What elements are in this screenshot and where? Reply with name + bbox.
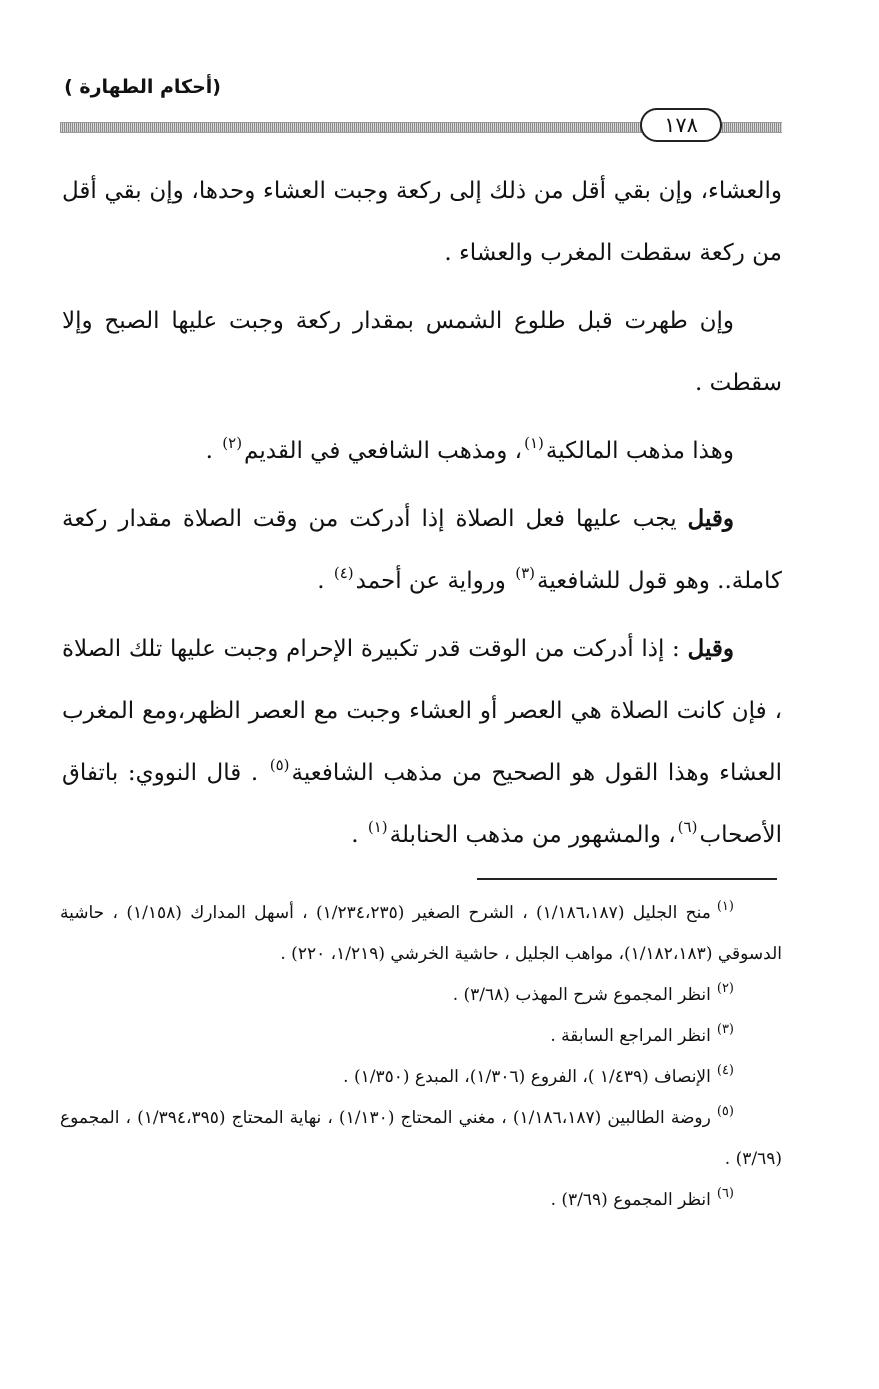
running-header-title: (أحكام الطهارة ) (64, 76, 221, 98)
main-text (62, 160, 782, 872)
footnote-ref-1[interactable]: (١) (524, 434, 544, 452)
footnote-6 (60, 1180, 782, 1221)
footnote-text-2: انظر المجموع شرح المهذب (٣/٦٨) . (452, 985, 711, 1005)
paragraph-1: والعشاء، وإن بقي أقل من ذلك إلى ركعة وجبت العشاء وحدها، وإن بقي أقل من ركعة سقطت المغرب والعشاء . (62, 178, 782, 266)
paragraph-3-text-b: ، ومذهب الشافعي في القديم (244, 438, 523, 464)
paragraph-5-text-a: : إذا أدركت من الوقت قدر تكبيرة الإحرام وجبت عليها تلك الصلاة ، فإن كانت الصلاة هي العصر أو العشاء وجبت مع العصر الظهر،ومع المغرب العشاء وهذا القول هو الصحيح من مذهب الشافعية (62, 636, 782, 786)
paragraph-5 (62, 618, 782, 866)
paragraph-5-text-c: ، والمشهور من مذهب الحنابلة (389, 822, 676, 848)
footnote-ref-2[interactable]: (٢) (222, 434, 243, 452)
footnote-number-5: (٥) (716, 1104, 734, 1119)
footnote-text-5: روضة الطالبين (١/١٨٦،١٨٧) ، مغني المحتاج (١/١٣٠) ، نهاية المحتاج (١/٣٩٤،٣٩٥) ، المجموع (٣/٦٩) . (60, 1108, 782, 1169)
footnote-text-4: الإنصاف (١/٤٣٩ )، الفروع (١/٣٠٦)، المبدع (١/٣٥٠) . (343, 1067, 711, 1087)
paragraph-4-text-b: ورواية عن أحمد (355, 568, 514, 594)
paragraph-3-text-c: . (205, 438, 213, 464)
footnote-ref-5[interactable]: (٥) (269, 756, 290, 774)
footnote-4 (60, 1057, 782, 1098)
paragraph-5-text-d: . (351, 822, 366, 848)
footnote-number-3: (٣) (716, 1022, 734, 1037)
footnote-ref-6[interactable]: (٦) (677, 818, 698, 836)
footnote-number-6: (٦) (716, 1186, 734, 1201)
footnote-ref-next-1[interactable]: (١) (367, 818, 388, 836)
footnote-number-4: (٤) (716, 1063, 734, 1078)
footnote-1 (60, 893, 782, 975)
paragraph-5-text-b: . قال النووي: باتفاق الأصحاب (62, 760, 782, 848)
footnote-text-6: انظر المجموع (٣/٦٩) . (550, 1190, 711, 1210)
footnote-text-3: انظر المراجع السابقة . (550, 1026, 711, 1046)
paragraph-2: وإن طهرت قبل طلوع الشمس بمقدار ركعة وجبت عليها الصبح وإلا سقطت . (62, 308, 782, 396)
footnote-ref-4[interactable]: (٤) (333, 564, 354, 582)
paragraph-3-text-a: وهذا مذهب المالكية (545, 438, 734, 464)
footnote-2 (60, 975, 782, 1016)
paragraph-3 (62, 420, 782, 482)
footnote-number-1: (١) (716, 899, 734, 914)
footnotes (60, 893, 782, 1221)
footnote-separator (477, 878, 777, 880)
footnote-5 (60, 1098, 782, 1180)
footnote-ref-3[interactable]: (٣) (515, 564, 535, 582)
footnote-text-1: منح الجليل (١/١٨٦،١٨٧) ، الشرح الصغير (١/٢٣٤،٢٣٥) ، أسهل المدارك (١/١٥٨) ، حاشية الدسوقي (١/١٨٢،١٨٣)، مواهب الجليل ، حاشية الخرشي (١/٢١٩، ٢٢٠) . (60, 903, 782, 964)
footnote-number-2: (٢) (716, 981, 734, 996)
paragraph-4-text-c: . (317, 568, 332, 594)
paragraph-4 (62, 488, 782, 612)
paragraph-5-lead: وقيل (687, 635, 734, 662)
page-number: ١٧٨ (640, 108, 722, 142)
footnote-3 (60, 1016, 782, 1057)
paragraph-4-lead: وقيل (687, 505, 734, 532)
paragraph-4-text-a: يجب عليها فعل الصلاة إذا أدركت من وقت الصلاة مقدار ركعة كاملة.. وهو قول للشافعية (62, 506, 782, 594)
